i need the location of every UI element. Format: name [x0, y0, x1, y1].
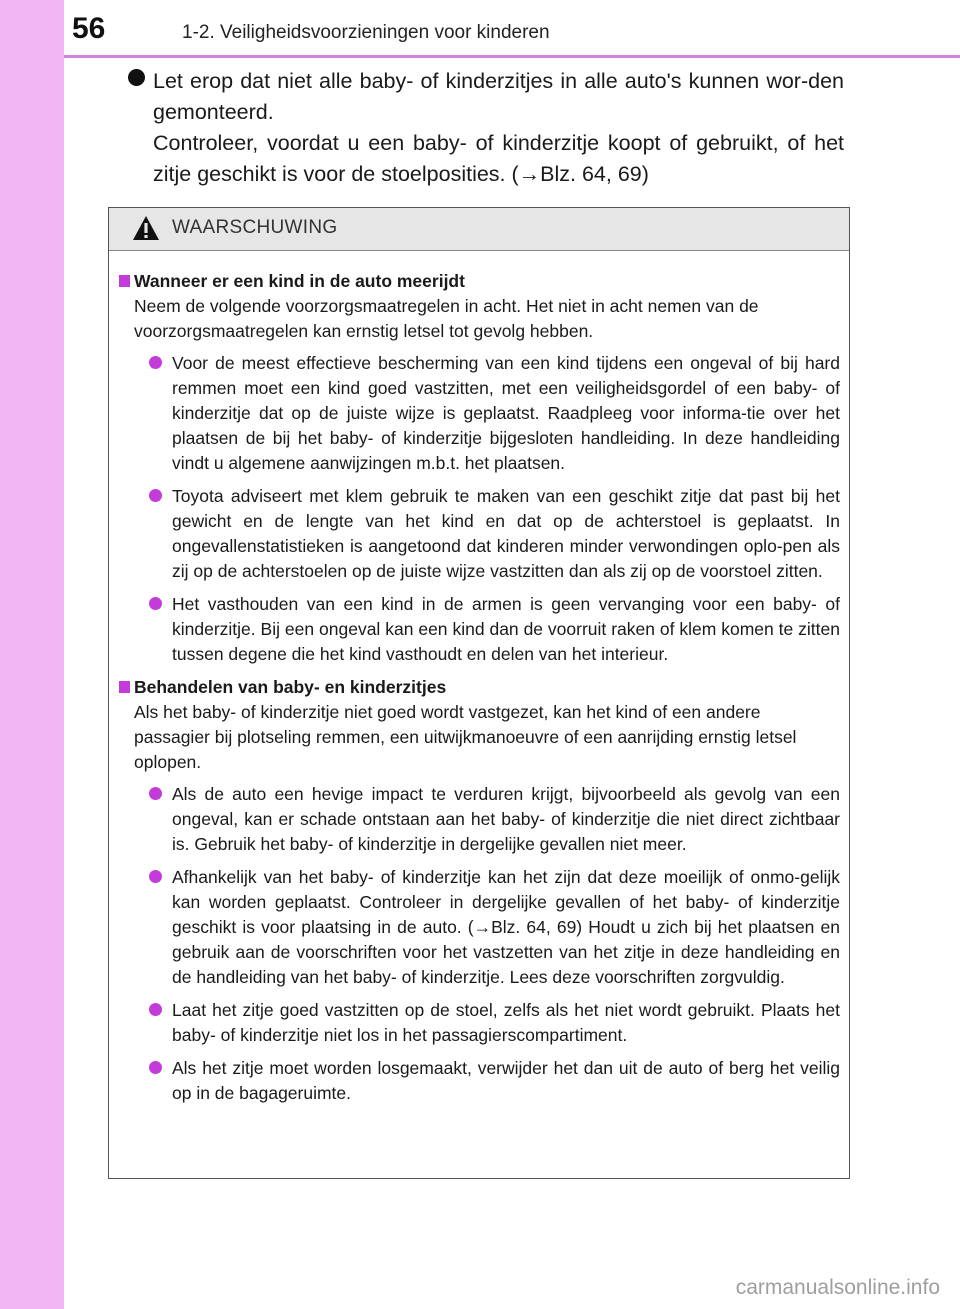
warning-item	[134, 1056, 840, 1106]
square-bullet-icon	[119, 681, 130, 693]
warning-section-title: Behandelen van baby- en kinderzitjes	[134, 677, 447, 697]
round-bullet-icon	[149, 787, 162, 800]
warning-item	[134, 351, 840, 476]
round-bullet-icon	[149, 1003, 162, 1016]
warning-box	[108, 207, 850, 1179]
warning-section-title: Wanneer er een kind in de auto meerijdt	[134, 271, 465, 291]
warning-section	[119, 269, 840, 667]
warning-section	[119, 675, 840, 1106]
warning-item	[134, 592, 840, 667]
page-number: 56	[72, 12, 106, 45]
warning-title: WAARSCHUWING	[172, 217, 338, 238]
warning-section-text: Als het baby- of kinderzitje niet goed wordt vastgezet, kan het kind of een andere passagier bij plotseling remmen, een uitwijkmanoeuvre of een aanrijding ernstig letsel oplopen.	[134, 702, 797, 772]
warning-body	[109, 251, 849, 1106]
warning-item	[134, 998, 840, 1048]
warning-item-text: Als de auto een hevige impact te verduren krijgt, bijvoorbeeld als gevolg van een ongeval, kan er schade ontstaan aan het baby- of kinderzitje die niet direct zichtbaar is. Gebruik het baby- of kinderzitje in dergelijke gevallen niet meer.	[172, 784, 840, 854]
round-bullet-icon	[149, 1061, 162, 1074]
warning-item	[134, 782, 840, 857]
round-bullet-icon	[149, 489, 162, 502]
warning-item-list	[134, 351, 840, 667]
round-bullet-icon	[149, 870, 162, 883]
header-rule	[64, 55, 960, 58]
warning-item-text: Toyota adviseert met klem gebruik te maken van een geschikt zitje dat past bij het gewicht en de lengte van het kind en dat op de achterstoel is geplaatst. In ongevallenstatistieken is aangetoond dat kinderen minder verwondingen oplo-pen als zij op de achterstoelen op de juiste wijze vastzitten dan als zij op de voorstoel zitten.	[172, 486, 840, 581]
warning-item-text: Als het zitje moet worden losgemaakt, verwijder het dan uit de auto of berg het veilig op in de bagageruimte.	[172, 1058, 840, 1103]
warning-triangle-icon	[132, 215, 160, 241]
warning-item-text: Het vasthouden van een kind in de armen is geen vervanging voor een baby- of kinderzitje. Bij een ongeval kan een kind dan de voorruit raken of klem komen te zitten tussen degene die het kind vasthoudt en delen van het interieur.	[172, 594, 840, 664]
square-bullet-icon	[119, 275, 130, 287]
intro-paragraph	[128, 66, 844, 190]
watermark: carmanualsonline.info	[735, 1276, 940, 1299]
intro-line-1: Let erop dat niet alle baby- of kinderzitjes in alle auto's kunnen wor-den gemonteerd.	[153, 69, 844, 124]
bullet-icon	[128, 69, 145, 86]
warning-header	[109, 208, 849, 251]
round-bullet-icon	[149, 597, 162, 610]
warning-item-text: Voor de meest effectieve bescherming van een kind tijdens een ongeval of bij hard remmen moet een kind goed vastzitten, met een veiligheidsgordel of een baby- of kinderzitje dat op de juiste wijze is geplaatst. Raadpleeg voor informa-tie over het plaatsen de bij het baby- of kinderzitje bijgesloten handleiding. In deze handleiding vindt u algemene aanwijzingen m.b.t. het plaatsen.	[172, 353, 840, 473]
warning-item-list	[134, 782, 840, 1106]
warning-item-text: Laat het zitje goed vastzitten op de stoel, zelfs als het niet wordt gebruikt. Plaats het baby- of kinderzitje niet los in het passagierscompartiment.	[172, 1000, 840, 1045]
intro-line-2: Controleer, voordat u een baby- of kinderzitje koopt of gebruikt, of het zitje geschikt is voor de stoelposities. (→Blz. 64, 69)	[153, 131, 844, 186]
warning-section-text: Neem de volgende voorzorgsmaatregelen in acht. Het niet in acht nemen van de voorzorgsmaatregelen kan ernstig letsel tot gevolg hebben.	[134, 296, 759, 341]
side-color-bar	[0, 0, 64, 1309]
section-title: 1-2. Veiligheidsvoorzieningen voor kinderen	[182, 22, 550, 43]
warning-item	[134, 865, 840, 990]
round-bullet-icon	[149, 356, 162, 369]
warning-item-text: Afhankelijk van het baby- of kinderzitje kan het zijn dat deze moeilijk of onmo-gelijk kan worden geplaatst. Controleer in dergelijke gevallen of het baby- of kinderzitje geschikt is voor plaatsing in de auto. (→Blz. 64, 69) Houdt u zich bij het plaatsen en gebruik aan de voorschriften voor het vastzetten van het zitje in deze handleiding en de handleiding van het baby- of kinderzitje. Lees deze voorschriften zorgvuldig.	[172, 867, 840, 987]
warning-item	[134, 484, 840, 584]
